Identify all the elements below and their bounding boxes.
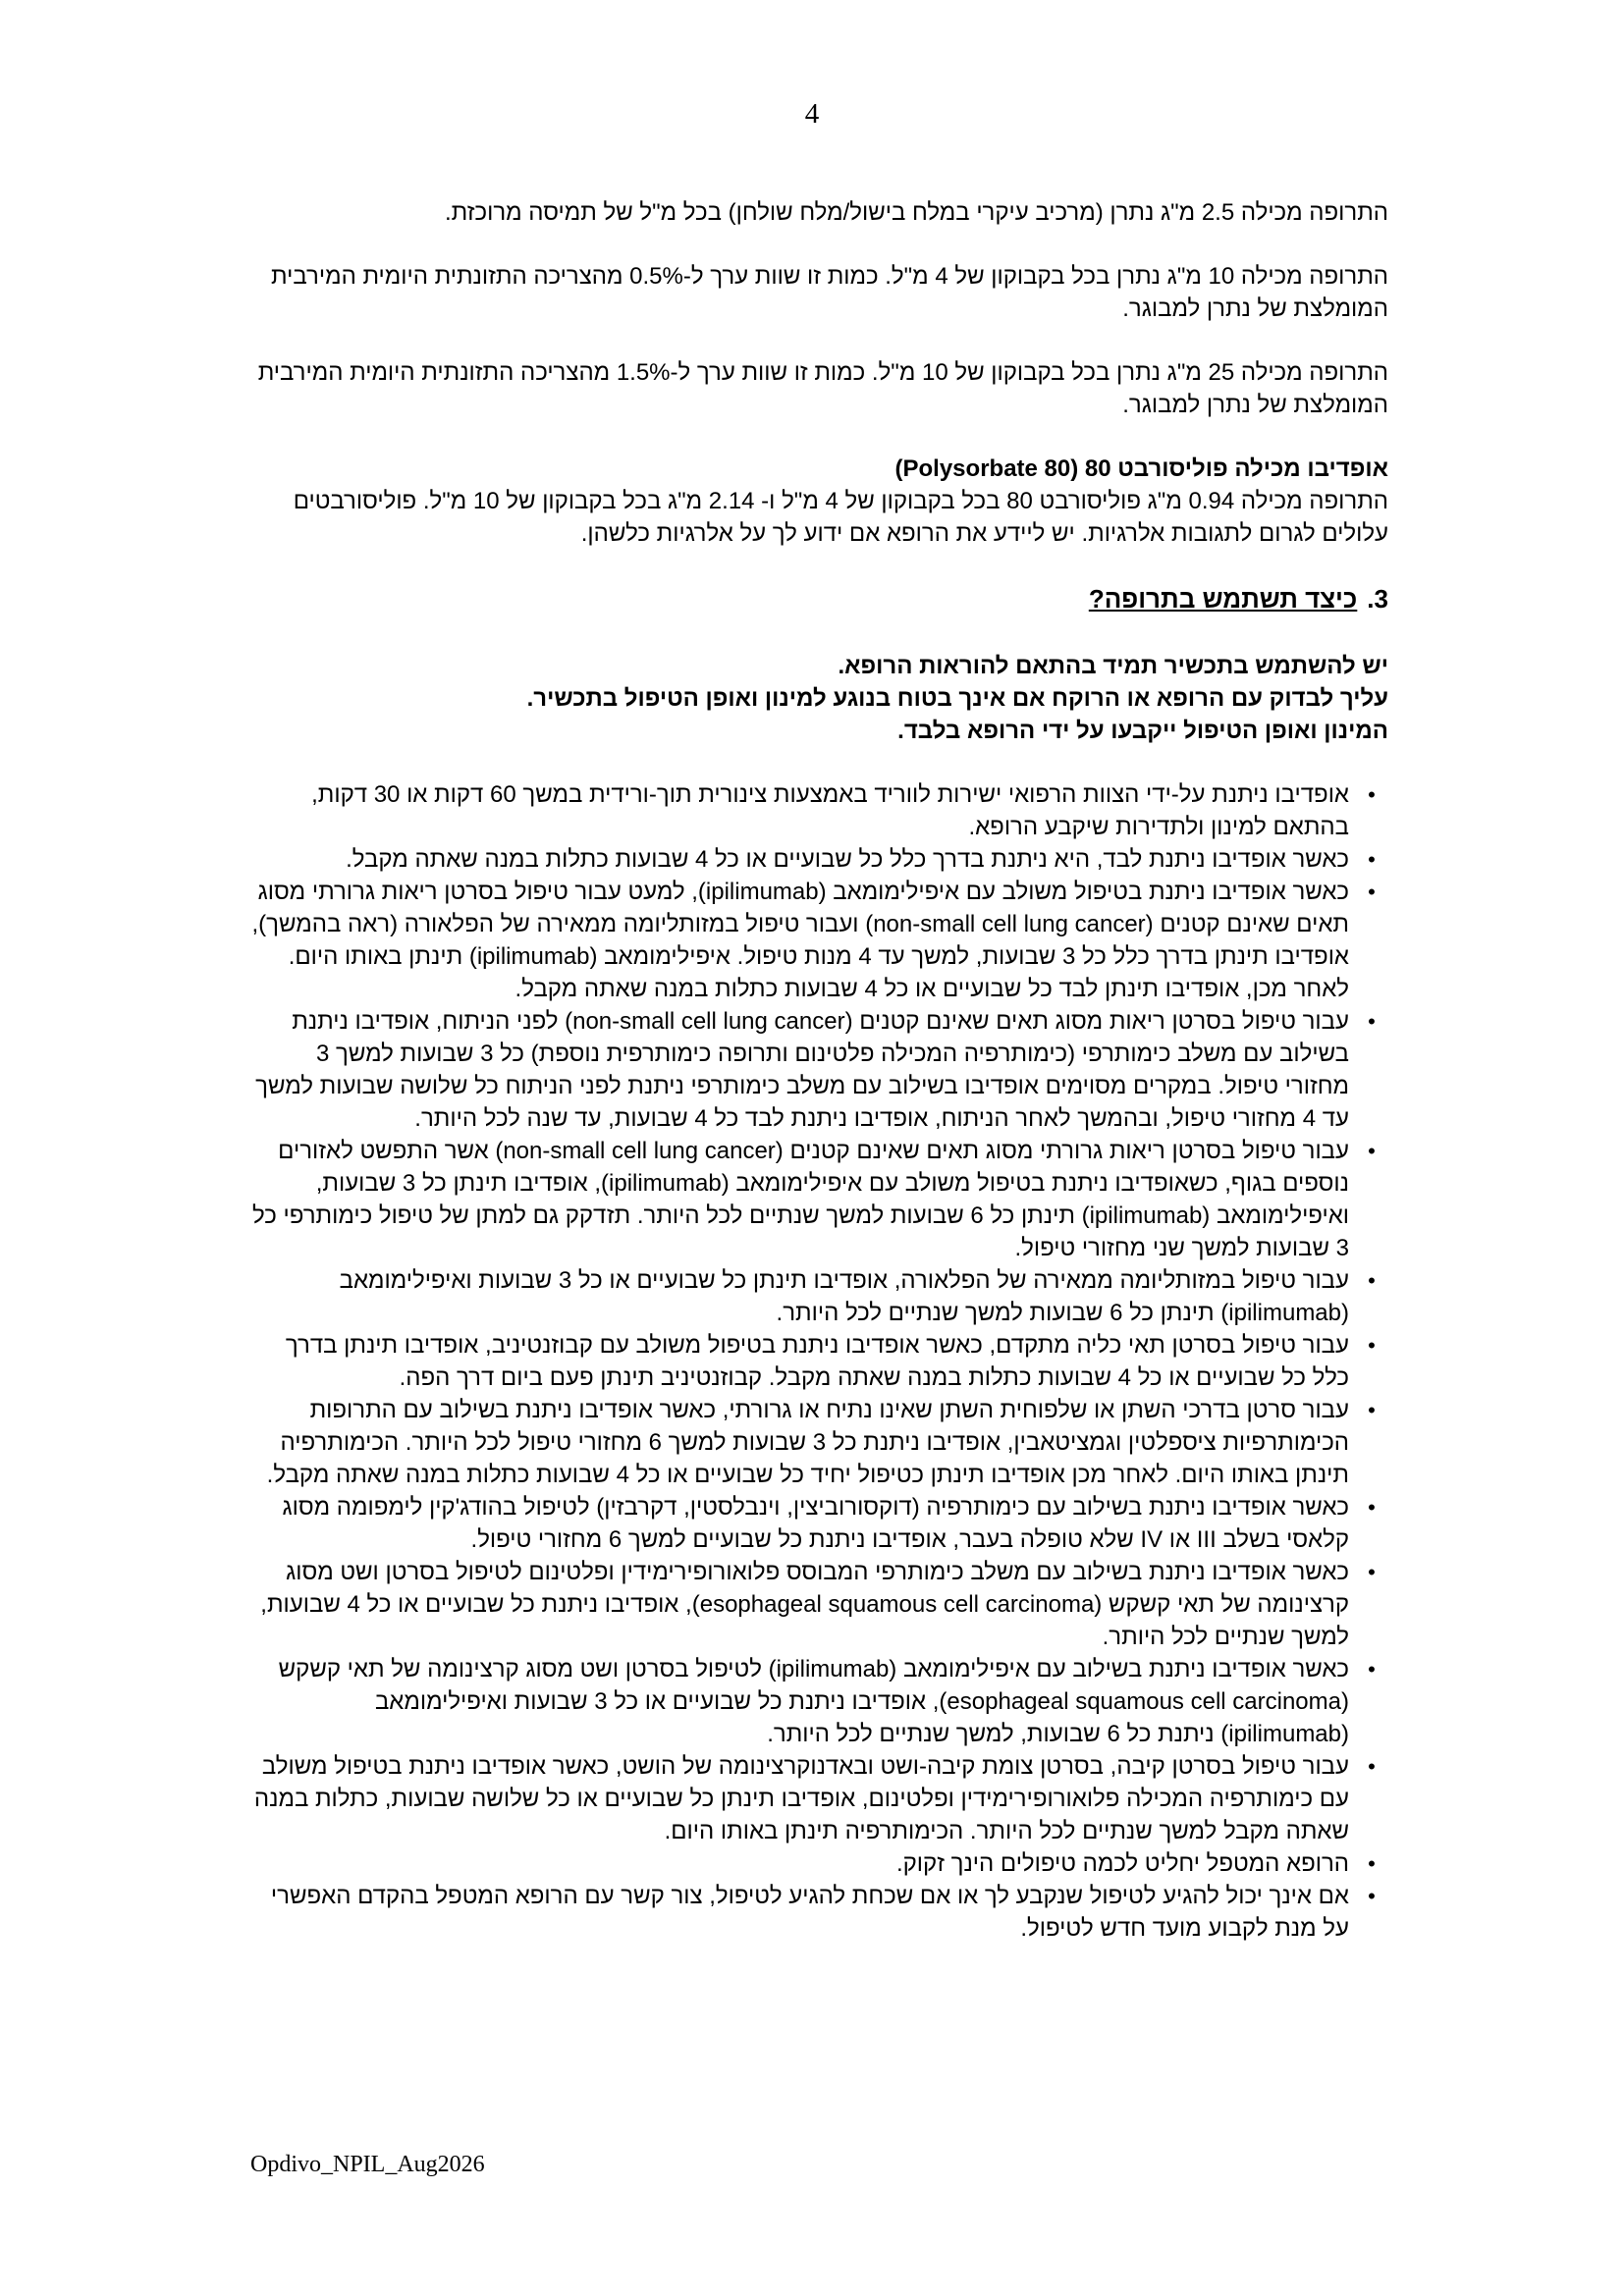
list-item: [249, 1847, 1388, 1880]
list-item-text: עבור סרטן בדרכי השתן או שלפוחית השתן שאינו נתיח או גרורתי, כאשר אופדיבו ניתנת בשילוב עם התרופות הכימותרפיות ציספלטין וגמציטאבין, אופדיבו ניתנת כל 3 שבועות למשך 6 מחזורי טיפול לכל היותר. הכימותרפיה תינתן באותו היום. לאחר מכן אופדיבו תינתן כטיפול יחיד כל שבועיים או כל 4 שבועות כתלות במנה שאתה מקבל.: [266, 1397, 1349, 1488]
list-item-text: אופדיבו ניתנת על-ידי הצוות הרפואי ישירות לווריד באמצעות צינורית תוך-ורידית במשך 60 דקות או 30 דקות, בהתאם למינון ולתדירות שיקבע הרופא.: [311, 781, 1349, 840]
list-item: [249, 1394, 1388, 1491]
section-title: כיצד תשתמש בתרופה?: [1088, 584, 1358, 614]
list-item: [249, 1329, 1388, 1394]
sodium-paragraph-2: התרופה מכילה 10 מ"ג נתרן בכל בקבוקון של 4 מ"ל. כמות זו שוות ערך ל-0.5% מהצריכה התזונתית היומית המירבית המומלצת של נתרן למבוגר.: [271, 263, 1388, 322]
list-item-text: עבור טיפול בסרטן ריאות מסוג תאים שאינם קטנים (non-small cell lung cancer) לפני הניתוח, אופדיבו ניתנת בשילוב עם משלב כימותרפי (כימותרפיה המכילה פלטינום ותרופה כימותרפית נוספת) כל 3 שבועות למשך 3 מחזורי טיפול. במקרים מסוימים אופדיבו בשילוב עם משלב כימותרפי ניתנת לפני הניתוח כל שלושה שבועות למשך עד 4 מחזורי טיפול, ובהמשך לאחר הניתוח, אופדיבו ניתנת לבד כל 4 שבועות, עד שנה לכל היותר.: [255, 1008, 1349, 1132]
list-item: [249, 1750, 1388, 1847]
bullet-icon: •: [1368, 1268, 1376, 1293]
list-item-text: עבור טיפול בסרטן תאי כליה מתקדם, כאשר אופדיבו ניתנת בטיפול משולב עם קבוזנטיניב, אופדיבו תינתן בדרך כלל כל שבועיים או כל 4 שבועות כתלות במנה שאתה מקבל. קבוזנטיניב תינתן פעם ביום דרך הפה.: [285, 1332, 1349, 1391]
polysorbate-text: התרופה מכילה 0.94 מ"ג פוליסורבט 80 בכל בקבוקון של 4 מ"ל ו- 2.14 מ"ג בכל בקבוקון של 10 מ"ל. פוליסורבטים עלולים לגרום לתגובות אלרגיות. יש ליידע את הרופא אם ידוע לך על אלרגיות כלשהן.: [293, 488, 1388, 547]
bullet-icon: •: [1368, 880, 1376, 904]
list-item: [249, 1264, 1388, 1329]
list-item: [249, 876, 1388, 1005]
dosing-list: [249, 778, 1388, 1945]
list-item-text: כאשר אופדיבו ניתנת לבד, היא ניתנת בדרך כלל כל שבועיים או כל 4 שבועות כתלות במנה שאתה מקבל.: [346, 846, 1349, 873]
bullet-icon: •: [1368, 1495, 1376, 1520]
list-item: [249, 1491, 1388, 1556]
section-number: 3.: [1367, 584, 1388, 614]
bullet-icon: •: [1368, 1009, 1376, 1034]
page-number: 4: [804, 98, 820, 130]
section-heading: [249, 581, 1388, 616]
list-item: [249, 1005, 1388, 1135]
polysorbate-block: [249, 453, 1388, 550]
list-item-text: הרופא המטפל יחליט לכמה טיפולים הינך זקוק.: [895, 1850, 1349, 1877]
lead-line: עליך לבדוק עם הרופא או הרוקח אם אינך בטוח בנוגע למינון ואופן הטיפול בתכשיר.: [526, 685, 1388, 712]
bullet-icon: •: [1368, 1851, 1376, 1876]
list-item-text: כאשר אופדיבו ניתנת בשילוב עם כימותרפיה (דוקסורוביצין, וינבלסטין, דקרבזין) לטיפול בהודג'קין לימפומה מסוג קלאסי בשלב III או IV שלא טופלה בעבר, אופדיבו ניתנת כל שבועיים למשך 6 מחזורי טיפול.: [282, 1494, 1349, 1553]
list-item: [249, 1556, 1388, 1653]
polysorbate-heading: אופדיבו מכילה פוליסורבט 80 (Polysorbate 80): [894, 455, 1388, 482]
bullet-icon: •: [1368, 1139, 1376, 1163]
list-item: [249, 1135, 1388, 1264]
bullet-icon: •: [1368, 782, 1376, 807]
bullet-icon: •: [1368, 1657, 1376, 1682]
bullet-icon: •: [1368, 1333, 1376, 1358]
document-footer: Opdivo_NPIL_Aug2026: [250, 2152, 485, 2177]
lead-line: המינון ואופן הטיפול ייקבעו על ידי הרופא בלבד.: [897, 718, 1388, 744]
bullet-icon: •: [1368, 1560, 1376, 1584]
bullet-icon: •: [1368, 1754, 1376, 1779]
bullet-icon: •: [1368, 1398, 1376, 1422]
lead-line: יש להשתמש בתכשיר תמיד בהתאם להוראות הרופא.: [838, 653, 1388, 679]
sodium-paragraph-1: התרופה מכילה 2.5 מ"ג נתרן (מרכיב עיקרי במלח בישול/מלח שולחן) בכל מ"ל של תמיסה מרוכזת.: [444, 199, 1388, 226]
sodium-paragraph-3: התרופה מכילה 25 מ"ג נתרן בכל בקבוקון של 10 מ"ל. כמות זו שוות ערך ל-1.5% מהצריכה התזונתית היומית המירבית המומלצת של נתרן למבוגר.: [257, 359, 1388, 418]
list-item-text: כאשר אופדיבו ניתנת בטיפול משולב עם איפילימומאב (ipilimumab), למעט עבור טיפול בסרטן ריאות גרורתי מסוג תאים שאינם קטנים (non-small cell lung cancer) ועבור טיפול במזותליומה ממאירה של הפלאורה (ראה בהמשך), אופדיבו תינתן בדרך כלל כל 3 שבועות, למשך עד 4 מנות טיפול. איפילימומאב (ipilimumab) תינתן באותו היום. לאחר מכן, אופדיבו תינתן לבד כל שבועיים או כל 4 שבועות כתלות במנה שאתה מקבל.: [251, 879, 1349, 1002]
list-item: [249, 1880, 1388, 1945]
list-item-text: עבור טיפול בסרטן ריאות גרורתי מסוג תאים שאינם קטנים (non-small cell lung cancer) אשר התפשט לאזורים נוספים בגוף, כשאופדיבו ניתנת בטיפול משולב עם איפילימומאב (ipilimumab), אופדיבו תינתן כל 3 שבועות, ואיפילימומאב (ipilimumab) תינתן כל 6 שבועות למשך שנתיים לכל היותר. תזדקק גם למתן של טיפול כימותרפי כל 3 שבועות למשך שני מחזורי טיפול.: [252, 1138, 1349, 1261]
list-item: [249, 778, 1388, 843]
bullet-icon: •: [1368, 1884, 1376, 1908]
list-item-text: עבור טיפול במזותליומה ממאירה של הפלאורה, אופדיבו תינתן כל שבועיים או כל 3 שבועות ואיפילימומאב (ipilimumab) תינתן כל 6 שבועות למשך שנתיים לכל היותר.: [339, 1267, 1349, 1326]
list-item: [249, 1653, 1388, 1750]
list-item: [249, 843, 1388, 876]
usage-instructions: [249, 650, 1388, 747]
bullet-icon: •: [1368, 847, 1376, 872]
page-content: [249, 196, 1388, 1945]
list-item-text: כאשר אופדיבו ניתנת בשילוב עם איפילימומאב (ipilimumab) לטיפול בסרטן ושט מסוג קרצינומה של תאי קשקש (esophageal squamous cell carcinoma), אופדיבו ניתנת כל שבועיים או כל 3 שבועות ואיפילימומאב (ipilimumab) ניתנת כל 6 שבועות, למשך שנתיים לכל היותר.: [278, 1656, 1349, 1747]
list-item-text: כאשר אופדיבו ניתנת בשילוב עם משלב כימותרפי המבוסס פלואורופירימידין ופלטינום לטיפול בסרטן ושט מסוג קרצינומה של תאי קשקש (esophageal squamous cell carcinoma), אופדיבו ניתנת כל שבועיים או כל 4 שבועות, למשך שנתיים לכל היותר.: [260, 1559, 1349, 1650]
list-item-text: אם אינך יכול להגיע לטיפול שנקבע לך או אם שכחת להגיע לטיפול, צור קשר עם הרופא המטפל בהקדם האפשרי על מנת לקבוע מועד חדש לטיפול.: [270, 1883, 1349, 1942]
list-item-text: עבור טיפול בסרטן קיבה, בסרטן צומת קיבה-ושט ובאדנוקרצינומה של הושט, כאשר אופדיבו ניתנת בטיפול משולב עם כימותרפיה המכילה פלואורופירימידין ופלטינום, אופדיבו תינתן כל שבועיים או כל שלושה שבועות, כתלות במנה שאתה מקבל למשך שנתיים לכל היותר. הכימותרפיה תינתן באותו היום.: [253, 1753, 1349, 1844]
